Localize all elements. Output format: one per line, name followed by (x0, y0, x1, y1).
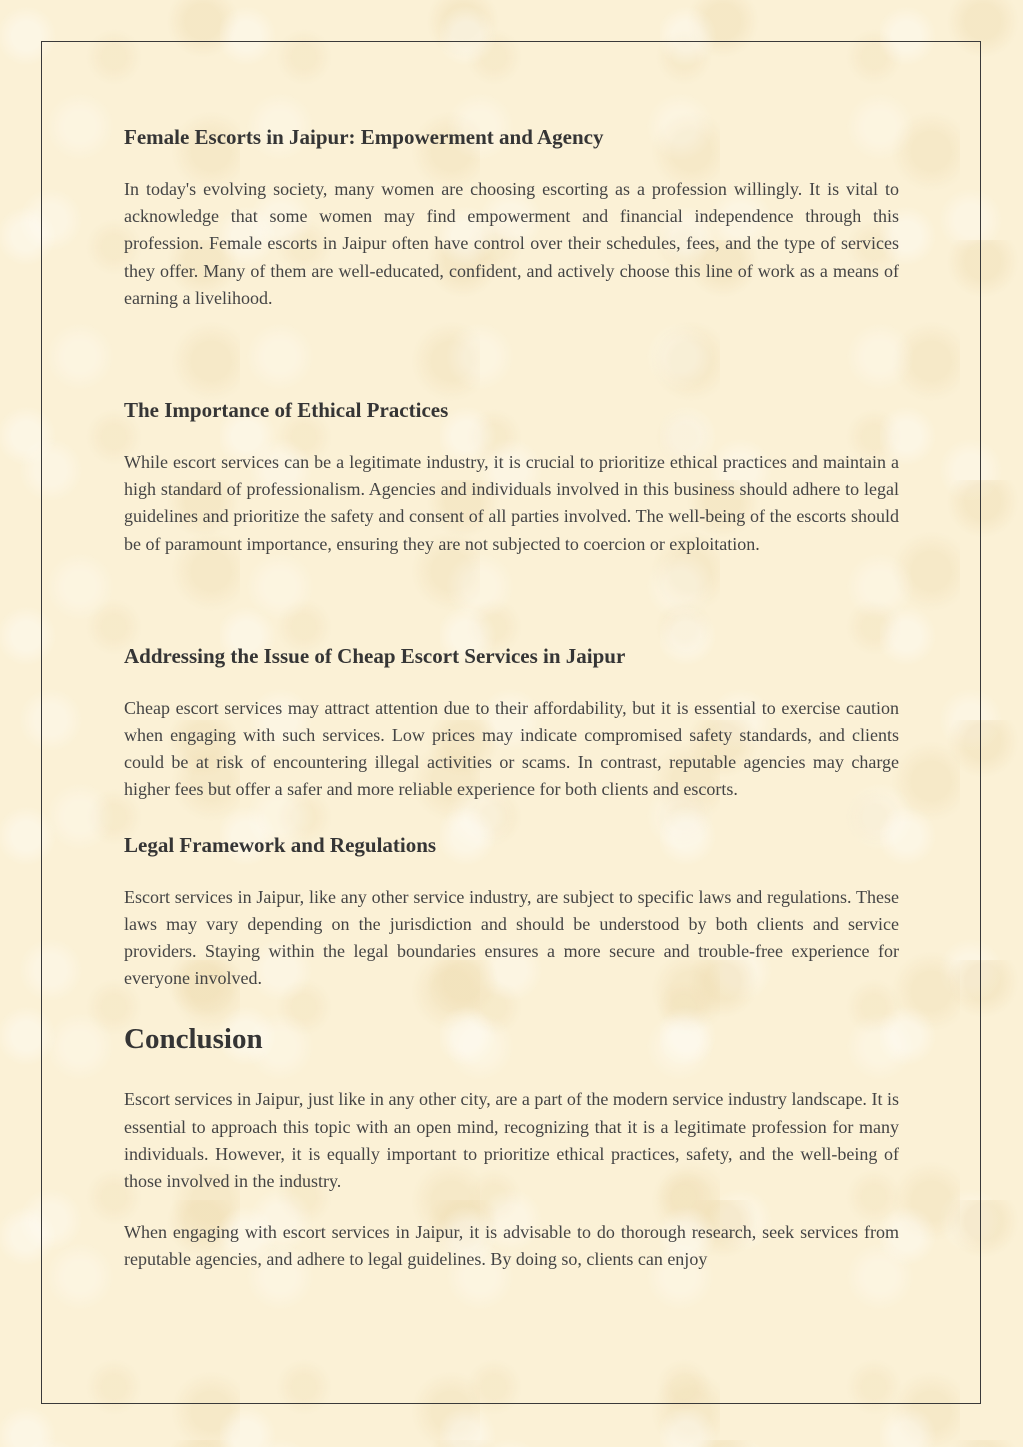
paragraph: Cheap escort services may attract attention due to their affordability, but it is essential to exercise caution when engaging with such services. Low prices may indicate compromised safety standards, and clients could be at risk of encountering illegal activities or scams. In contrast, reputable agencies may charge higher fees but offer a safer and more reliable experience for both clients and escorts. (124, 697, 899, 800)
document-body (124, 122, 899, 1274)
section-heading: Addressing the Issue of Cheap Escort Services in Jaipur (124, 643, 626, 668)
paragraph: While escort services can be a legitimate industry, it is crucial to prioritize ethical practices and maintain a high standard of professionalism. Agencies and individuals involved in this business should adhere to legal guidelines and prioritize the safety and consent of all parties involved. The well-being of the escorts should be of paramount importance, ensuring they are not subjected to coercion or exploitation. (124, 452, 899, 554)
conclusion-heading: Conclusion (124, 1023, 263, 1056)
paragraph: When engaging with escort services in Jaipur, it is advisable to do thorough research, seek services from reputable agencies, and adhere to legal guidelines. By doing so, clients can enjoy (124, 1222, 899, 1270)
paragraph: Escort services in Jaipur, just like in any other city, are a part of the modern service industry landscape. It is essential to approach this topic with an open mind, recognizing that it is a legitimate profession for many individuals. However, it is equally important to prioritize ethical practices, safety, and the well-being of those involved in the industry. (124, 1089, 899, 1192)
section-ethical-practices (124, 395, 899, 558)
paragraph: Escort services in Jaipur, like any other service industry, are subject to specific laws and regulations. These laws may vary depending on the jurisdiction and should be understood by both clients and service providers. Staying within the legal boundaries ensures a more secure and trouble-free experience for everyone involved. (124, 886, 899, 989)
section-legal-framework (124, 830, 899, 993)
section-empowerment (124, 122, 899, 312)
paragraph: In today's evolving society, many women are choosing escorting as a profession willingly. It is vital to acknowledge that some women may find empowerment and financial independence through this profession. Female escorts in Jaipur often have control over their schedules, fees, and the type of services they offer. Many of them are well-educated, confident, and actively choose this line of work as a means of earning a livelihood. (124, 179, 899, 308)
section-heading: Female Escorts in Jaipur: Empowerment and Agency (124, 125, 604, 149)
section-cheap-services (124, 641, 899, 804)
section-heading: Legal Framework and Regulations (124, 832, 437, 857)
section-heading: The Importance of Ethical Practices (124, 398, 449, 423)
section-conclusion (124, 1020, 899, 1273)
